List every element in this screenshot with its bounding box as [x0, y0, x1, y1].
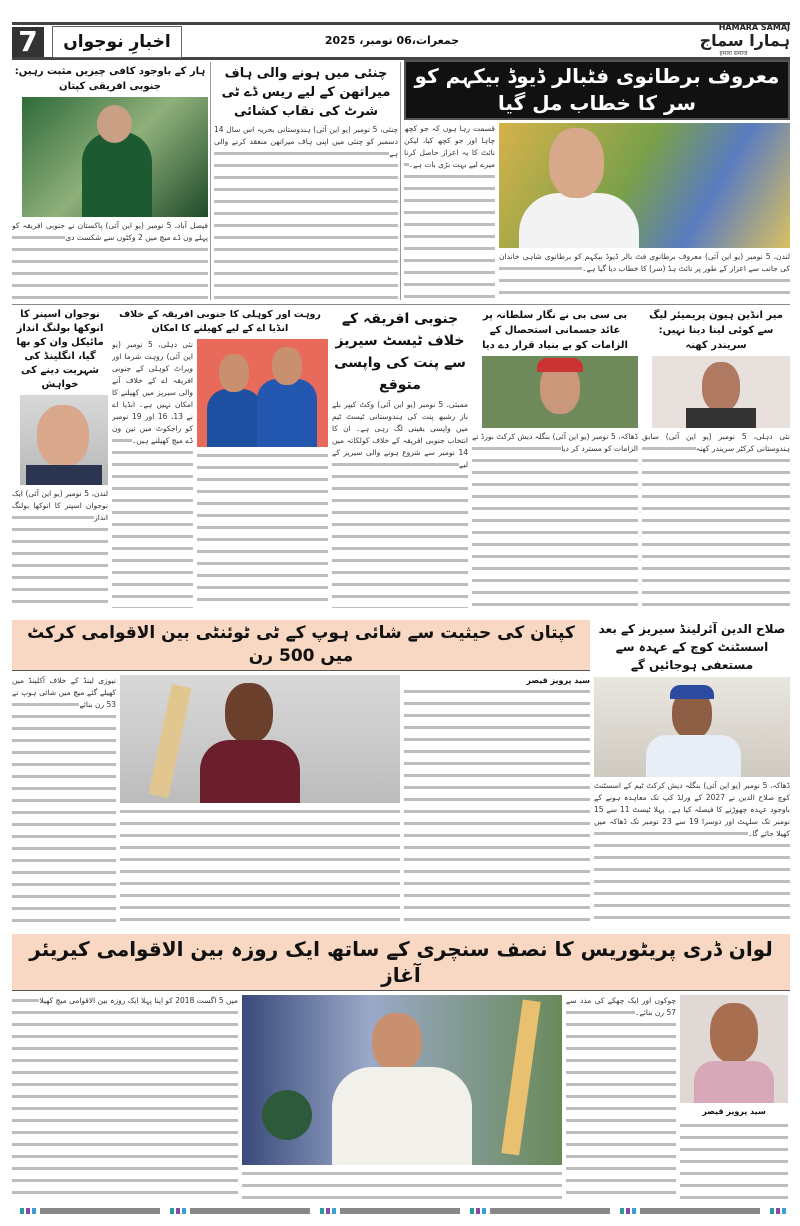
article-body — [404, 686, 590, 928]
article-beckham — [404, 60, 790, 302]
headline: معروف برطانوی فٹبالر ڈیوڈ بیکہم کو سر کا خطاب مل گیا — [404, 60, 790, 120]
article-rohit-kohli — [112, 308, 328, 608]
photo-cricketer — [22, 97, 208, 217]
headline: جنوبی افریقہ کے خلاف ٹیسٹ سیریز سے پنت کی واپسی متوقع — [334, 311, 466, 393]
article-body: نئی دہلی، 5 نومبر (یو این آئی) روہت شرما اور ویراٹ کوہلی کے جنوبی افریقہ اے کے خلاف آنے والی سیریز میں کھیلنے کا امکان نہیں ہے۔ انڈیا اے نے 13، 16 اور 19 نومبر کو راجکوٹ میں تین ون ڈے میچ کھیلنے ہیں۔ — [112, 339, 193, 608]
photo-beckham — [499, 123, 790, 248]
masthead — [12, 22, 790, 60]
article-body: ممبئی، 5 نومبر (یو این آئی) وکٹ کیپر بلے باز رشبھ پنت کی ہندوستانی ٹیسٹ ٹیم میں واپسی یقینی لگ رہی ہے۔ ان کا انتخاب جنوبی افریقہ کے خلاف کولکاتہ میں 14 نومبر سے شروع ہونے والی سیریز کے لیے — [332, 399, 468, 608]
headline: بی سی بی نے نگار سلطانہ پر عائد جسمانی استحصال کے الزامات کو بے بنیاد قرار دے دیا — [482, 310, 628, 351]
article-body: ڈھاکہ، 5 نومبر (یو این آئی) بنگلہ دیش کرکٹ ٹیم کے اسسٹنٹ کوچ صلاح الدین نے 2027 کے ورلڈ کپ تک معاہدہ ہونے کے باوجود عہدہ چھوڑنے کا فیصلہ کیا ہے۔ پہلا ٹیسٹ 11 سے 15 نومبر تک سلہٹ اور دوسرا 19 سے 23 نومبر تک ڈھاکہ میں کھیلا جائے گا۔ — [594, 780, 790, 928]
photo-pretorius — [242, 995, 562, 1165]
article-nigar-sultana — [472, 308, 638, 608]
photo-surinder-khanna — [652, 356, 790, 428]
headline: لوان ڈری پریٹوریس کا نصف سنچری کے ساتھ ایک روزہ بین الاقوامی کیریئر آغاز — [12, 934, 790, 991]
article-body — [120, 806, 400, 928]
article-salahuddin — [594, 620, 790, 928]
article-sa-captain — [12, 64, 208, 302]
article-body: میں 5 اگست 2018 کو اپنا پہلا ایک روزہ بین الاقوامی میچ کھیلا — [12, 995, 238, 1202]
article-body: نیوزی لینڈ کے خلاف آکلینڈ میں کھیلے گئے میچ میں شائی ہوپ نے 53 رن بنائے — [12, 675, 116, 928]
article-body: چنئی، 5 نومبر (یو این آئی) ہندوستانی بحریہ اس سال 14 دسمبر کو چنئی میں اپنی ہاف میراتھن منعقد کرنے والی ہے — [214, 124, 398, 302]
headline: کپتان کی حیثیت سے شائی ہوپ کے ٹی ٹوئنٹی بین الاقوامی کرکٹ میں 500 رن — [12, 620, 590, 671]
photo-salahuddin — [594, 677, 790, 777]
article-spinner — [12, 308, 108, 608]
footer-divider — [20, 1208, 790, 1214]
headline: میر انڈین ہیون پریمیئر لیگ سے کوئی لینا دینا نہیں: سریندر کھنہ — [649, 310, 783, 351]
article-body: قسمت رہا ہوں کہ جو کچھ چاہا اور جو کچھ کیا، لیکن نائٹ کا یہ اعزاز حاصل کرنا میرے لیے بہت بڑی بات ہے۔ — [404, 123, 495, 302]
article-shai-hope — [12, 620, 590, 928]
page-number: 7 — [12, 27, 44, 57]
article-chennai — [214, 64, 398, 302]
article-body — [680, 1120, 788, 1202]
article-body: نئی دہلی، 5 نومبر (یو این آئی) سابق ہندوستانی کرکٹر سریندر کھنہ — [642, 431, 790, 608]
photo-nigar-sultana — [482, 356, 638, 428]
article-body: لندن، 5 نومبر (یو این آئی) ایک نوجوان اسپنر کا انوکھا بولنگ انداز — [12, 488, 108, 608]
article-body: فیصل آباد، 5 نومبر (یو این آئی) پاکستان نے جنوبی افریقہ کو پہلے ون ڈے میچ میں 2 وکٹوں سے شکست دی — [12, 220, 208, 302]
section-title: اخبارِ نوجواں — [52, 26, 182, 58]
photo-columnist — [680, 995, 788, 1103]
article-pretorius — [12, 934, 790, 1202]
byline: سید پرویز قیصر — [702, 1107, 766, 1116]
photo-michael-vaughan — [20, 395, 108, 485]
photo-shai-hope — [120, 675, 400, 803]
article-body: لندن، 5 نومبر (یو این آئی) معروف برطانوی فٹ بالر ڈیوڈ بیکہم کو برطانوی شاہی خاندان کی جانب سے اعزاز کے طور پر نائٹ ہڈ (سر) کا خطاب دیا گیا ہے۔ — [499, 251, 790, 302]
article-body: چوکوں اور ایک چھکے کی مدد سے 57 رن بنائے۔ — [566, 995, 676, 1202]
newspaper-logo: HAMARA SAMAJ ہمارا سماج हमारा समाज — [699, 23, 790, 57]
byline: سید پرویز قیصر — [526, 676, 590, 685]
headline: چنئی میں ہونے والی ہاف میراتھن کے لیے ریس ڈے ٹی شرٹ کی نقاب کشائی — [221, 66, 391, 119]
headline: نوجوان اسپنر کا انوکھا بولنگ انداز مائیکل وان کو بھا گیا، انگلینڈ کی شہریت دینے کی خواہش — [16, 309, 104, 390]
article-mir — [642, 308, 790, 608]
headline: صلاح الدین آئرلینڈ سیریز کے بعد اسسٹنٹ کوچ کے عہدہ سے مستعفی ہوجائیں گے — [598, 622, 786, 672]
headline: ہار کے باوجود کافی چیزیں مثبت رہیں: جنوبی افریقی کپتان — [14, 66, 206, 92]
issue-date: جمعرات،06 نومبر، 2025 — [324, 34, 460, 47]
headline: روہت اور کوہلی کا جنوبی افریقہ کے خلاف انڈیا اے کے لیے کھیلنے کا امکان — [119, 309, 321, 334]
article-body — [197, 450, 328, 608]
photo-rohit-kohli — [197, 339, 328, 447]
article-body — [242, 1168, 562, 1202]
article-body: ڈھاکہ، 5 نومبر (یو این آئی) بنگلہ دیش کرکٹ بورڈ نے الزامات کو مسترد کر دیا — [472, 431, 638, 608]
article-pant — [332, 308, 468, 608]
